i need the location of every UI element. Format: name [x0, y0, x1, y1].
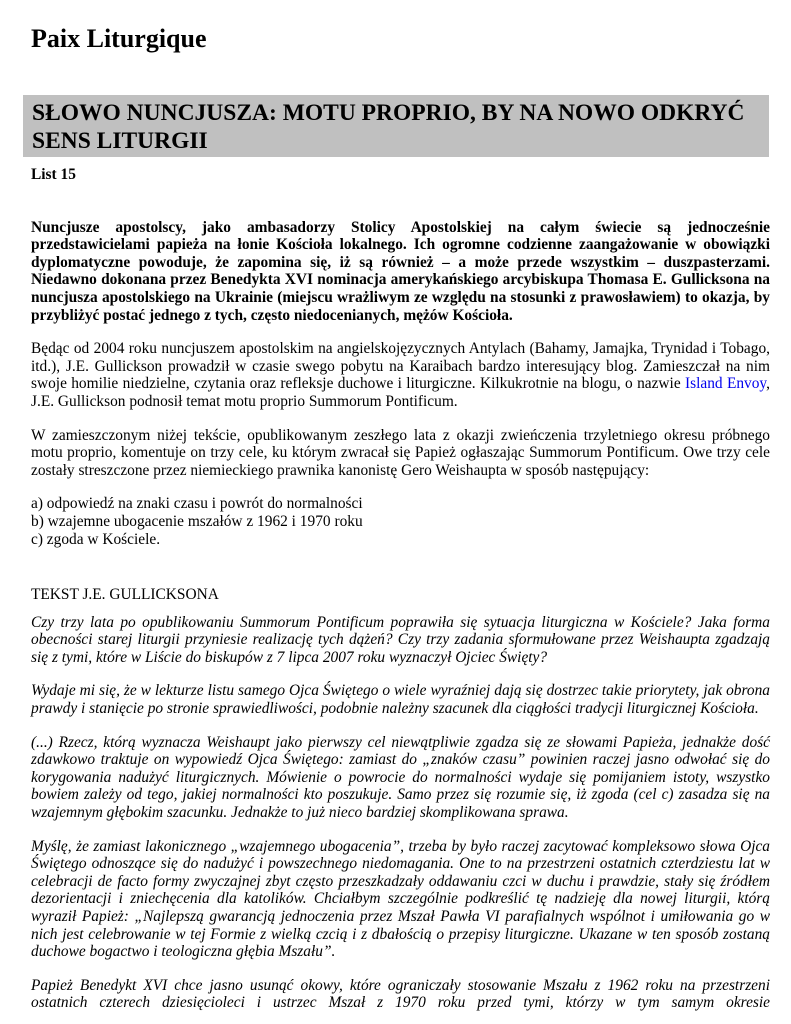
- quote-paragraph: Wydaje mi się, że w lekturze listu samego Ojca Świętego o wiele wyraźniej dają się dostrzec takie priorytety, jak obrona prawdy i stanięcie po stronie sprawiedliwości, podobnie należny szacunek dla ciągłości tradycji liturgicznej Kościoła.: [31, 682, 770, 718]
- section-heading: TEKST J.E. GULLICKSONA: [31, 586, 219, 604]
- goal-item: b) wzajemne ubogacenie mszałów z 1962 i 1970 roku: [31, 512, 363, 530]
- goals-list: [31, 495, 770, 548]
- article-title: SŁOWO NUNCJUSZA: MOTU PROPRIO, BY NA NOWO ODKRYĆ SENS LITURGII: [32, 100, 745, 154]
- article-title-banner: [23, 95, 769, 157]
- goal-item: a) odpowiedź na znaki czasu i powrót do normalności: [31, 495, 363, 513]
- intro-text: Będąc od 2004 roku nuncjuszem apostolskim na angielskojęzycznych Antylach (Bahamy, Jamajka, Trynidad i Tobago, itd.), J.E. Gullickson prowadził w czasie swego pobytu na Karaibach bardzo interesujący blog. Zamieszczał na nim swoje homilie niedzielne, czytania oraz refleksje duchowe i liturgiczne. Kilkukrotnie na blogu, o nazwie: [31, 340, 770, 393]
- goal-item: c) zgoda w Kościele.: [31, 530, 161, 548]
- goals-intro-paragraph: W zamieszczonym niżej tekście, opublikowanym zeszłego lata z okazji zwieńczenia trzyletniego okresu próbnego motu proprio, komentuje on trzy cele, ku którym zwracał się Papież ogłaszając Summorum Pontificum. Owe trzy cele zostały streszczone przez niemieckiego prawnika kanonistę Gero Weishaupta w sposób następujący:: [31, 426, 770, 479]
- site-title: Paix Liturgique: [31, 24, 207, 53]
- list-number: List 15: [31, 166, 76, 183]
- quote-paragraph: Czy trzy lata po opublikowaniu Summorum Pontificum poprawiła się sytuacja liturgiczna w Kościele? Jaka forma obecności starej liturgii przyniesie realizację tych dążeń? Czy trzy zadania sformułowane przez Weishaupta zgadzają się z tymi, które w Liście do biskupów z 7 lipca 2007 roku wyznaczył Ojciec Święty?: [31, 613, 770, 666]
- intro-paragraph: [31, 340, 770, 410]
- quote-paragraph: (...) Rzecz, którą wyznacza Weishaupt jako pierwszy cel niewątpliwie zgadza się ze słowami Papieża, jednakże dość zdawkowo traktuje on wypowiedź Ojca Świętego: zamiast do „znaków czasu” powinien raczej jasno odwołać się do korygowania nadużyć liturgicznych. Mówienie o powrocie do normalności wydaje się pomijaniem istoty, wszystko bowiem zależy od tego, jakiej normalności kto poszukuje. Samo przez się rozumie się, iż zgoda (cel c) zasadza się na wzajemnym głębokim szacunku. Jednakże to już nieco bardziej skomplikowana sprawa.: [31, 733, 770, 822]
- quote-paragraph: Myślę, że zamiast lakonicznego „wzajemnego ubogacenia”, trzeba by było raczej zacytować kompleksowo słowa Ojca Świętego odnoszące się do nadużyć i powszechnego niedomagania. One to na przestrzeni ostatnich czterdziestu lat w celebracji de facto formy zwyczajnej zbyt często przeszkadzały oddawaniu czci w duchu i prawdzie, stały się źródłem dezorientacji i zniechęcenia dla katolików. Chciałbym szczególnie podkreślić tę nadzieję dla nowej liturgii, którą wyraził Papież: „Najlepszą gwarancją jednoczenia przez Mszał Pawła VI parafialnych wspólnot i umiłowania go w nich jest celebrowanie w tej Formie z wielką czcią i z dbałością o przepisy liturgiczne. Ukazane w ten sposób zostaną duchowe bogactwo i teologiczna głębia Mszału”.: [31, 837, 770, 961]
- island-envoy-link[interactable]: Island Envoy: [685, 375, 767, 393]
- lead-paragraph: Nuncjusze apostolscy, jako ambasadorzy Stolicy Apostolskiej na całym świecie są jednocześnie przedstawicielami papieża na łonie Kościoła lokalnego. Ich ogromne codzienne zaangażowanie w obowiązki dyplomatyczne powoduje, że zapomina się, iż są również – a może przede wszystkim – duszpasterzami. Niedawno dokonana przez Benedykta XVI nominacja amerykańskiego arcybiskupa Thomasa E. Gullicksona na nuncjusza apostolskiego na Ukrainie (miejscu wrażliwym ze względu na stosunki z prawosławiem) to okazja, by przybliżyć postać jednego z tych, często niedocenianych, mężów Kościoła.: [31, 218, 770, 324]
- article-body: [31, 166, 770, 1012]
- intro-text-end: , J.E. Gullickson podnosił temat motu proprio Summorum Pontificum.: [31, 375, 770, 410]
- quote-paragraph: Papież Benedykt XVI chce jasno usunąć okowy, które ograniczały stosowanie Mszału z 1962 roku na przestrzeni ostatnich czterech dziesięcioleci i ustrzec Mszał z 1970 roku przed tymi, którzy w tym samym okresie: [31, 976, 770, 1012]
